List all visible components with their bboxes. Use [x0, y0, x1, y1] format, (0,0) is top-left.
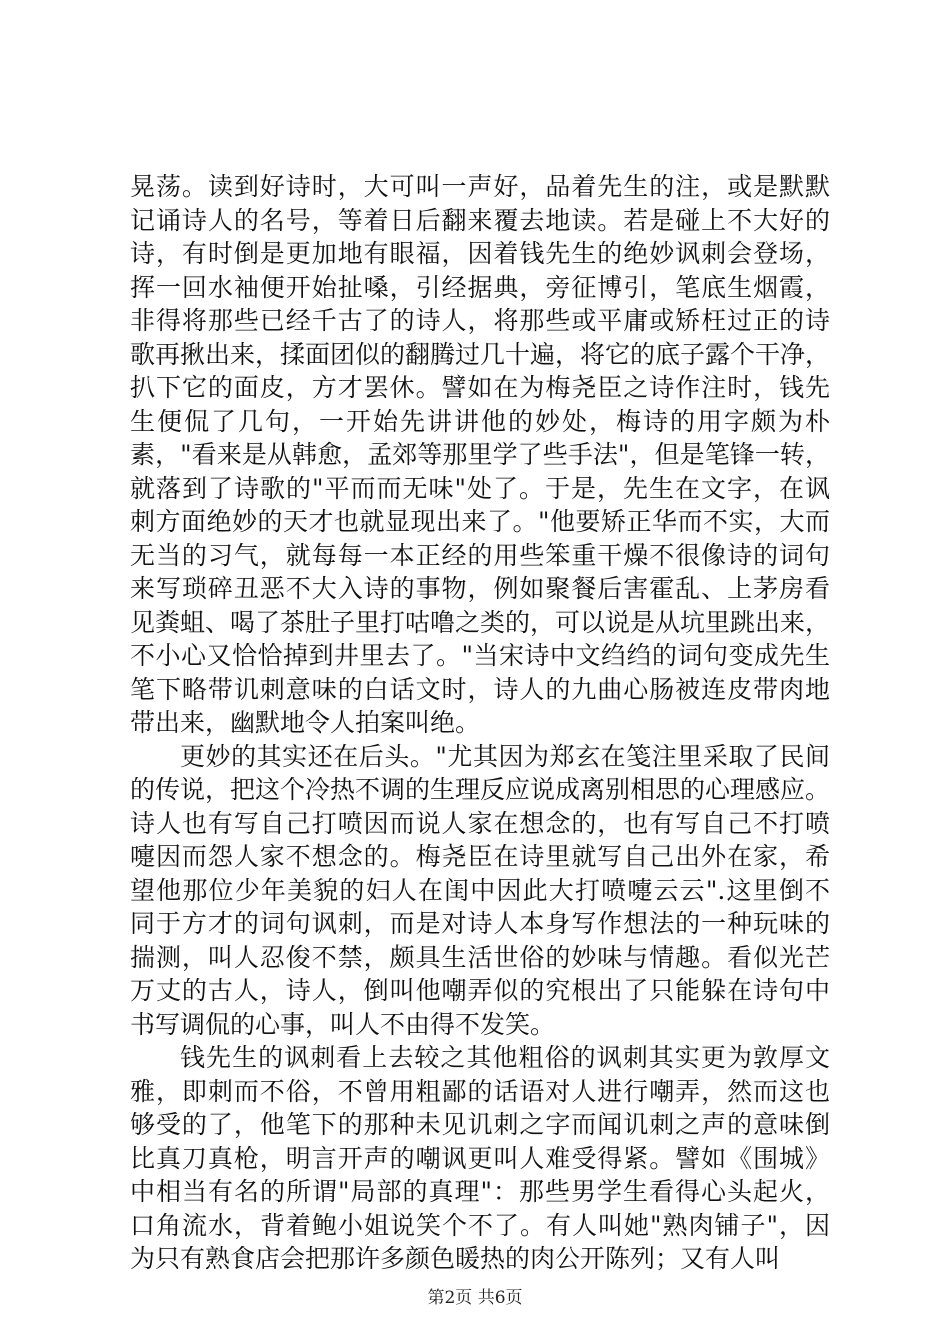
- page-number-footer: 第2页 共6页: [427, 1288, 523, 1308]
- text-line: 晃荡。读到好诗时，大可叫一声好，品着先生的注，或是默默: [130, 172, 830, 201]
- text-line: 挥一回水袖便开始扯嗓，引经据典，旁征博引，笔底生烟霞，: [130, 272, 830, 302]
- text-line: 生便侃了几句，一开始先讲讲他的妙处，梅诗的用字颇为朴: [130, 406, 830, 436]
- document-body: [130, 170, 830, 1276]
- text-line: 就落到了诗歌的"平而而无味"处了。于是，先生在文字，在讽: [130, 473, 830, 503]
- text-line: 不小心又恰恰掉到井里去了。"当宋诗中文绉绉的词句变成先生: [130, 641, 830, 670]
- text-line: 嚏因而怨人家不想念的。梅尧臣在诗里就写自己出外在家，希: [130, 842, 830, 871]
- text-line: 笔下略带讥刺意味的白话文时，诗人的九曲心肠被连皮带肉地: [130, 674, 830, 704]
- text-line: 刺方面绝妙的天才也就显现出来了。"他要矫正华而不实，大而: [130, 507, 830, 536]
- text-line: 够受的了，他笔下的那种未见讥刺之字而闻讥刺之声的意味倒: [130, 1110, 830, 1139]
- paragraph: [130, 1041, 830, 1276]
- text-line: 钱先生的讽刺看上去较之其他粗俗的讽刺其实更为敦厚文: [180, 1043, 830, 1072]
- text-line: 为只有熟食店会把那许多颜色暖热的肉公开陈列；又有人叫: [130, 1244, 781, 1273]
- text-line: 素，"看来是从韩愈，孟郊等那里学了些手法"，但是笔锋一转，: [130, 440, 830, 469]
- text-line: 更妙的其实还在后头。"尤其因为郑玄在笺注里采取了民间: [180, 741, 830, 771]
- text-line: 无当的习气，就每每一本正经的用些笨重干燥不很像诗的词句: [130, 540, 830, 570]
- text-line: 来写琐碎丑恶不大入诗的事物，例如聚餐后害霍乱、上茅房看: [130, 574, 830, 603]
- text-line: 望他那位少年美貌的妇人在闺中因此大打喷嚏云云".这里倒不: [130, 875, 830, 905]
- text-line: 非得将那些已经千古了的诗人，将那些或平庸或矫枉过正的诗: [130, 306, 830, 335]
- text-line: 见粪蛆、喝了茶肚子里打咕噜之类的，可以说是从坑里跳出来，: [130, 607, 831, 637]
- text-line: 诗，有时倒是更加地有眼福，因着钱先生的绝妙讽刺会登场，: [130, 239, 830, 268]
- text-line: 万丈的古人，诗人，倒叫他嘲弄似的究根出了只能躲在诗句中: [130, 976, 830, 1005]
- text-line: 口角流水，背着鲍小姐说笑个不了。有人叫她"熟肉铺子"，因: [130, 1210, 830, 1240]
- text-line: 扒下它的面皮，方才罢休。譬如在为梅尧臣之诗作注时，钱先: [130, 373, 830, 402]
- text-line: 的传说，把这个冷热不调的生理反应说成离别相思的心理感应。: [130, 775, 831, 804]
- text-line: 记诵诗人的名号，等着日后翻来覆去地读。若是碰上不大好的: [130, 205, 830, 235]
- text-line: 书写调侃的心事，叫人不由得不发笑。: [130, 1009, 556, 1039]
- paragraph: [130, 740, 830, 1042]
- text-line: 揣测，叫人忍俊不禁，颇具生活世俗的妙味与情趣。看似光芒: [130, 942, 830, 972]
- text-line: 诗人也有写自己打喷因而说人家在想念的，也有写自己不打喷: [130, 808, 830, 838]
- paragraph: [130, 170, 830, 740]
- text-line: 比真刀真枪，明言开声的嘲讽更叫人难受得紧。譬如《围城》: [130, 1143, 830, 1173]
- text-line: 带出来，幽默地令人拍案叫绝。: [130, 708, 481, 737]
- text-line: 歌再揪出来，揉面团似的翻腾过几十遍，将它的底子露个干净，: [130, 339, 831, 369]
- text-line: 同于方才的词句讽刺，而是对诗人本身写作想法的一种玩味的: [130, 909, 830, 938]
- text-line: 中相当有名的所谓"局部的真理"：那些男学生看得心头起火，: [130, 1177, 830, 1206]
- text-line: 雅，即刺而不俗，不曾用粗鄙的话语对人进行嘲弄，然而这也: [130, 1076, 830, 1106]
